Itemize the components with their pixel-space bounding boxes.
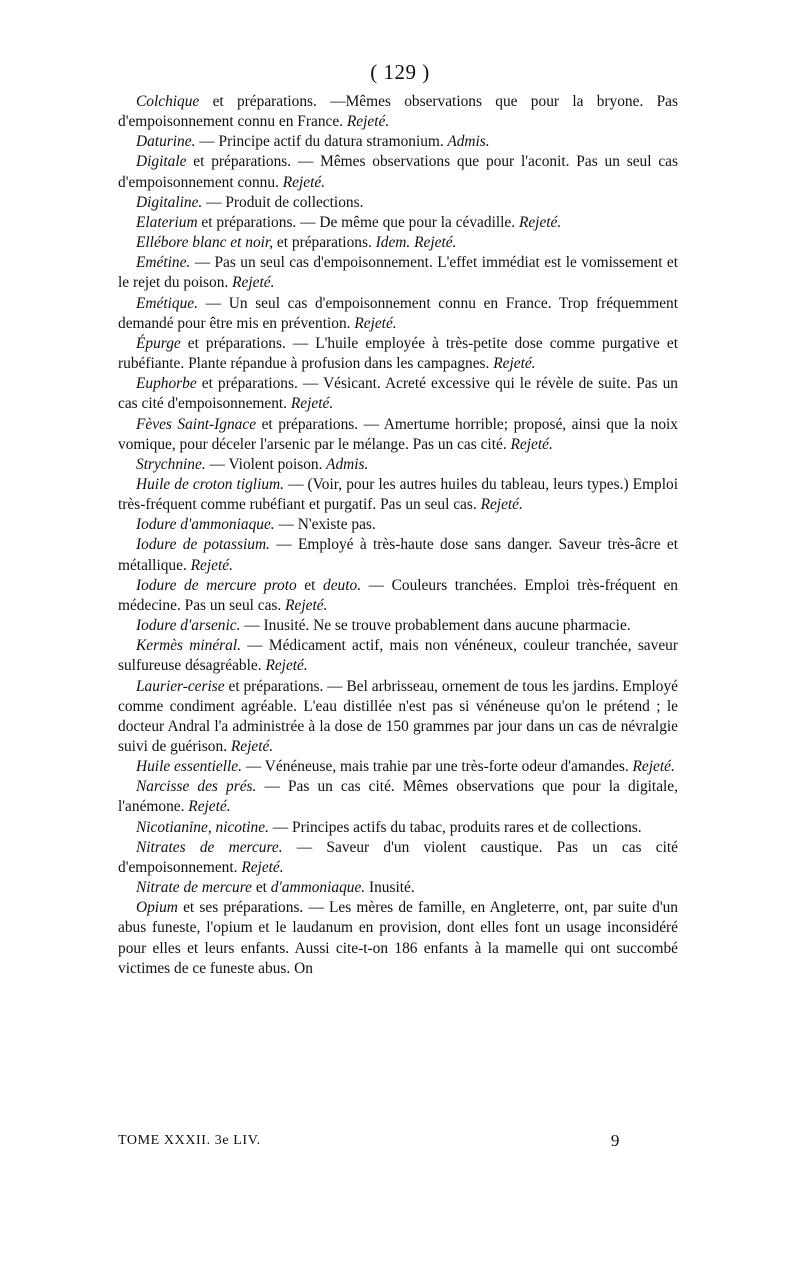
entry-verdict: Rejeté. xyxy=(515,213,562,231)
entry-term: deuto. xyxy=(323,576,362,594)
entry-verdict: Admis. xyxy=(443,133,490,151)
volume-reference: TOME XXXII. 3e LIV. xyxy=(118,1133,261,1148)
entry-text: — Violent poison. xyxy=(205,455,323,473)
glossary-entry xyxy=(118,294,678,334)
glossary-entry xyxy=(118,777,678,817)
entry-text: et préparations. — Vésicant. Acreté excessive qui le révèle de suite. Pas un cas cité d'empoisonnement. xyxy=(118,375,678,413)
entry-term: Épurge xyxy=(136,334,181,352)
entry-text: et préparations. —Mêmes observations que pour la bryone. Pas d'empoisonnement connu en France. xyxy=(118,93,678,131)
entry-text: et préparations. — Mêmes observations que pour l'aconit. Pas un seul cas d'empoisonnement connu. xyxy=(118,153,678,191)
entry-text: — Couleurs tranchées. Emploi très-fréquent en médecine. Pas un seul cas. xyxy=(118,576,678,614)
entry-verdict: Rejeté. xyxy=(228,274,275,292)
glossary-entry xyxy=(118,898,678,979)
entry-term: Huile essentielle. xyxy=(136,758,242,776)
glossary-entry xyxy=(118,878,678,898)
entry-text: et préparations. — De même que pour la cévadille. xyxy=(197,213,516,231)
entry-term: Narcisse des prés. xyxy=(136,778,257,796)
entry-text: et préparations. — Amertume horrible; proposé, ainsi que la noix vomique, pour déceler l'arsenic par le mélange. Pas un cas cité. xyxy=(118,415,678,453)
glossary-entry xyxy=(118,677,678,758)
entry-verdict: Rejeté. xyxy=(506,435,553,453)
glossary-entry xyxy=(118,535,678,575)
entry-text: — Médicament actif, mais non vénéneux, couleur tranchée, saveur sulfureuse désagréable. xyxy=(118,637,678,675)
glossary-entry xyxy=(118,374,678,414)
glossary-entry xyxy=(118,233,678,253)
glossary-entry xyxy=(118,253,678,293)
entry-term: Ellébore blanc et noir, xyxy=(136,234,274,252)
entry-verdict: Rejeté. xyxy=(186,556,233,574)
entry-term: Nitrate de mercure xyxy=(136,879,252,897)
entry-verdict: Rejeté. xyxy=(261,657,308,675)
entry-text: — Produit de collections. xyxy=(202,193,364,211)
entry-text: — Saveur d'un violent caustique. Pas un cas cité d'empoisonnement. xyxy=(118,838,678,876)
entry-term: d'ammoniaque. xyxy=(270,879,366,897)
entry-text: — Un seul cas d'empoisonnement connu en France. Trop fréquemment demandé pour être mis en prévention. xyxy=(118,294,678,332)
entry-verdict: Idem. Rejeté. xyxy=(371,234,457,252)
glossary-entry xyxy=(118,818,678,838)
glossary-entry xyxy=(118,213,678,233)
entry-text: — Principe actif du datura stramonium. xyxy=(195,133,444,151)
glossary-entry xyxy=(118,334,678,374)
entry-verdict: Rejeté. xyxy=(343,113,390,131)
entry-term: Nitrates de mercure. xyxy=(136,838,283,856)
entry-term: Iodure d'arsenic. xyxy=(136,617,241,635)
entry-text: — N'existe pas. xyxy=(274,516,376,534)
glossary-entry xyxy=(118,193,678,213)
glossary-entry xyxy=(118,92,678,132)
entry-text: — Pas un cas cité. Mêmes observations que pour la digitale, l'anémone. xyxy=(118,778,678,816)
entry-term: Fèves Saint-Ignace xyxy=(136,415,257,433)
entry-text: — (Voir, pour les autres huiles du tableau, leurs types.) Emploi très-fréquent comme rubéfiant et purgatif. Pas un seul cas. xyxy=(118,475,678,514)
entry-term: Iodure de potassium. xyxy=(136,536,270,554)
entry-text: et ses préparations. — Les mères de famille, en Angleterre, ont, par suite d'un abus funeste, l'opium et le laudanum en provision, dont elles font un usage inconsidéré pour elles et leurs enfants. Aussi cite-t-on 186 enfants à la mamelle qui ont succombé victimes de ce funeste abus. On xyxy=(118,899,678,977)
entry-text: Inusité. xyxy=(365,879,415,897)
entry-term: Emétique. xyxy=(136,294,198,312)
entry-text: et préparations. — Bel arbrisseau, ornement de tous les jardins. Employé comme condiment agréable. L'eau distillée n'est pas si vénéneuse qu'on le prétend ; le docteur Andral l'a administrée à la dose de 150 grammes par jour dans un cas de névralgie suivi de guérison. xyxy=(118,677,678,755)
entry-verdict: Rejeté. xyxy=(628,758,675,776)
glossary-entry xyxy=(118,132,678,152)
page-number: ( 129 ) xyxy=(370,60,430,84)
glossary-entry xyxy=(118,415,678,455)
signature-number: 9 xyxy=(610,1131,620,1150)
entry-text: et xyxy=(251,879,271,897)
glossary-entry xyxy=(118,636,678,676)
entry-term: Kermès minéral. xyxy=(136,637,241,655)
entry-text: et préparations. xyxy=(273,234,372,252)
entry-term: Huile de croton tiglium. xyxy=(136,475,285,493)
glossary-entry xyxy=(118,455,678,475)
glossary-entry xyxy=(118,616,678,636)
entry-text: — Inusité. Ne se trouve probablement dans aucune pharmacie. xyxy=(240,617,631,635)
entry-text: — Pas un seul cas d'empoisonnement. L'effet immédiat est le vomissement et le rejet du poison. xyxy=(118,254,678,292)
glossary-entry xyxy=(118,838,678,878)
entry-term: Emétine. xyxy=(136,254,191,272)
glossary-entry xyxy=(118,515,678,535)
entry-verdict: Rejeté. xyxy=(476,496,523,514)
entry-verdict: Rejeté. xyxy=(350,314,397,332)
entry-term: Opium xyxy=(136,899,178,917)
entry-verdict: Rejeté. xyxy=(489,355,536,373)
glossary-entry xyxy=(118,757,678,777)
entry-term: Colchique xyxy=(136,93,200,110)
entry-verdict: Rejeté. xyxy=(281,596,328,614)
entry-text: et xyxy=(296,576,323,594)
entry-text: — Vénéneuse, mais trahie par une très-forte odeur d'amandes. xyxy=(242,758,629,776)
entry-term: Digitale xyxy=(136,153,187,171)
entry-verdict: Admis. xyxy=(322,455,369,473)
entry-text: — Principes actifs du tabac, produits rares et de collections. xyxy=(268,818,642,836)
entry-term: Elaterium xyxy=(136,213,198,231)
glossary-entry xyxy=(118,475,678,515)
entry-text: et préparations. — L'huile employée à très-petite dose comme purgative et rubéfiante. Plante répandue à profusion dans les campagnes. xyxy=(118,334,678,373)
entry-term: Euphorbe xyxy=(136,375,197,393)
entry-verdict: Rejeté. xyxy=(227,738,274,755)
entry-term: Daturine. xyxy=(136,133,196,151)
body-text xyxy=(118,92,678,979)
entry-text: — Employé à très-haute dose sans danger. Saveur très-âcre et métallique. xyxy=(118,536,678,574)
glossary-entry xyxy=(118,152,678,192)
entry-verdict: Rejeté. xyxy=(278,173,326,191)
entry-verdict: Rejeté. xyxy=(237,858,284,876)
entry-term: Strychnine. xyxy=(136,455,206,473)
entry-verdict: Rejeté. xyxy=(184,798,231,816)
entry-term: Laurier-cerise xyxy=(136,677,225,695)
glossary-entry xyxy=(118,576,678,616)
page-footer xyxy=(118,1133,678,1149)
entry-verdict: Rejeté. xyxy=(287,395,334,413)
entry-term: Iodure de mercure proto xyxy=(136,576,297,594)
entry-term: Nicotianine, nicotine. xyxy=(136,818,269,836)
entry-term: Digitaline. xyxy=(136,193,203,211)
entry-term: Iodure d'ammoniaque. xyxy=(136,516,275,534)
